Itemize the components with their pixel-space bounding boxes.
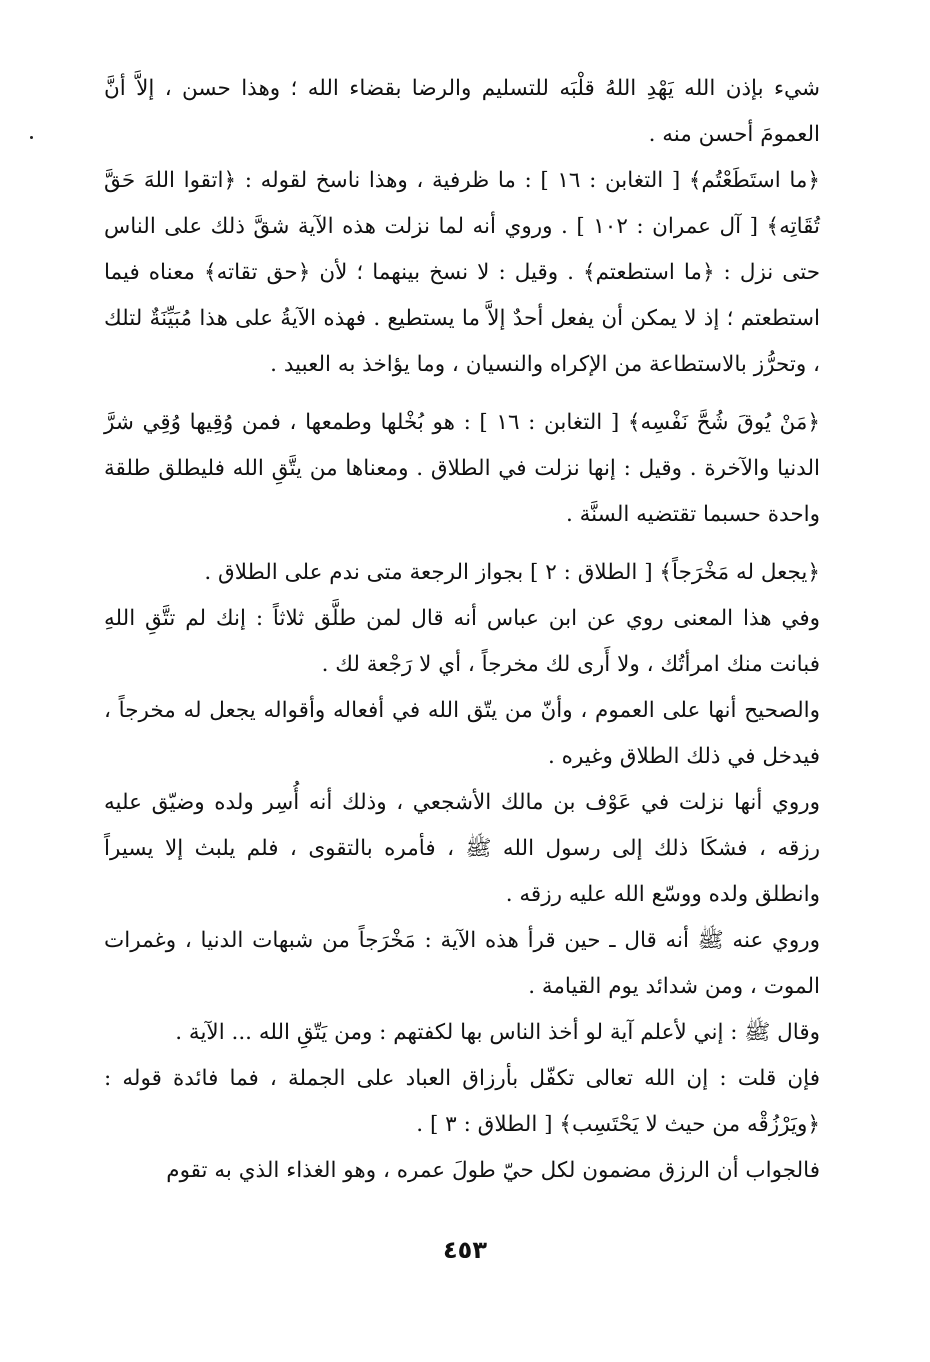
paragraph-8: وروي عنه ﷺ أنه قال ـ حين قرأ هذه الآية : مَخْرَجاً من شبهات الدنيا ، وغمرات الموت ، ومن شدائد يوم القيامة . bbox=[104, 928, 820, 999]
paragraph-4: ﴿يجعل له مَخْرَجاً﴾ [ الطلاق : ٢ ] بجواز الرجعة متى ندم على الطلاق . bbox=[204, 560, 820, 585]
paragraph-1: شيء بإذن الله يَهْدِ اللهُ قلْبَه للتسليم والرضا بقضاء الله ؛ وهذا حسن ، إلاَّ أنَّ العمومَ أحسن منه . bbox=[104, 76, 820, 147]
paragraph-9: وقال ﷺ : إني لأعلم آية لو أخذ الناس بها لكفتهم : ومن يَتّقِ الله ... الآية . bbox=[175, 1020, 820, 1045]
stray-mark bbox=[30, 136, 33, 139]
paragraph-2: ﴿ما استَطَعْتُم﴾ [ التغابن : ١٦ ] : ما ظرفية ، وهذا ناسخ لقوله : ﴿اتقوا اللهَ حَقَّ تُقَاتِه﴾ [ آل عمران : ١٠٢ ] . وروي أنه لما نزلت هذه الآية شقَّ ذلك على الناس حتى نزل : ﴿ما استطعتم﴾ . وقيل : لا نسخ بينهما ؛ لأن ﴿حق تقاته﴾ معناه فيما استطعتم ؛ إذ لا يمكن أن يفعل أحدٌ إلاَّ ما يستطيع . فهذه الآيةُ على هذا مُبَيِّنَةٌ لتلك ، وتحرُّز بالاستطاعة من الإكراه والنسيان ، وما يؤاخذ به العبيد . bbox=[104, 168, 820, 377]
paragraph-5: وفي هذا المعنى روي عن ابن عباس أنه قال لمن طلَّق ثلاثاً : إنك لم تتَّقِ اللهِ فبانت منك امرأتُك ، ولا أَرى لك مخرجاً ، أي لا رَجْعة لك . bbox=[104, 606, 820, 677]
page-body bbox=[104, 66, 820, 1194]
paragraph-3: ﴿مَنْ يُوقَ شُحَّ نَفْسِه﴾ [ التغابن : ١٦ ] : هو بُخْلها وطمعها ، فمن وُقِيها وُقِي شرَّ الدنيا والآخرة . وقيل : إنها نزلت في الطلاق . ومعناها من يتَّقِ الله فليطلق طلقة واحدة حسبما تقتضيه السنَّة . bbox=[104, 410, 820, 527]
paragraph-7: وروي أنها نزلت في عَوْف بن مالك الأشجعي ، وذلك أنه أُسِر ولده وضيّق عليه رزقه ، فشكَا ذلك إلى رسول الله ﷺ ، فأمره بالتقوى ، فلم يلبث إلا يسيراً وانطلق ولده ووسّع الله عليه رزقه . bbox=[104, 790, 820, 907]
paragraph-6: والصحيح أنها على العموم ، وأنّ من يتّق الله في أفعاله وأقواله يجعل له مخرجاً ، فيدخل في ذلك الطلاق وغيره . bbox=[104, 698, 820, 769]
page-number: ٤٥٣ bbox=[443, 1236, 487, 1264]
paragraph-10: فإن قلت : إن الله تعالى تكفّل بأرزاق العباد على الجملة ، فما فائدة قوله : ﴿ويَرْزُقْه من حيث لا يَحْتَسِب﴾ [ الطلاق : ٣ ] . bbox=[104, 1066, 820, 1137]
paragraph-11: فالجواب أن الرزق مضمون لكل حيّ طولَ عمره ، وهو الغذاء الذي به تقوم bbox=[166, 1158, 820, 1183]
